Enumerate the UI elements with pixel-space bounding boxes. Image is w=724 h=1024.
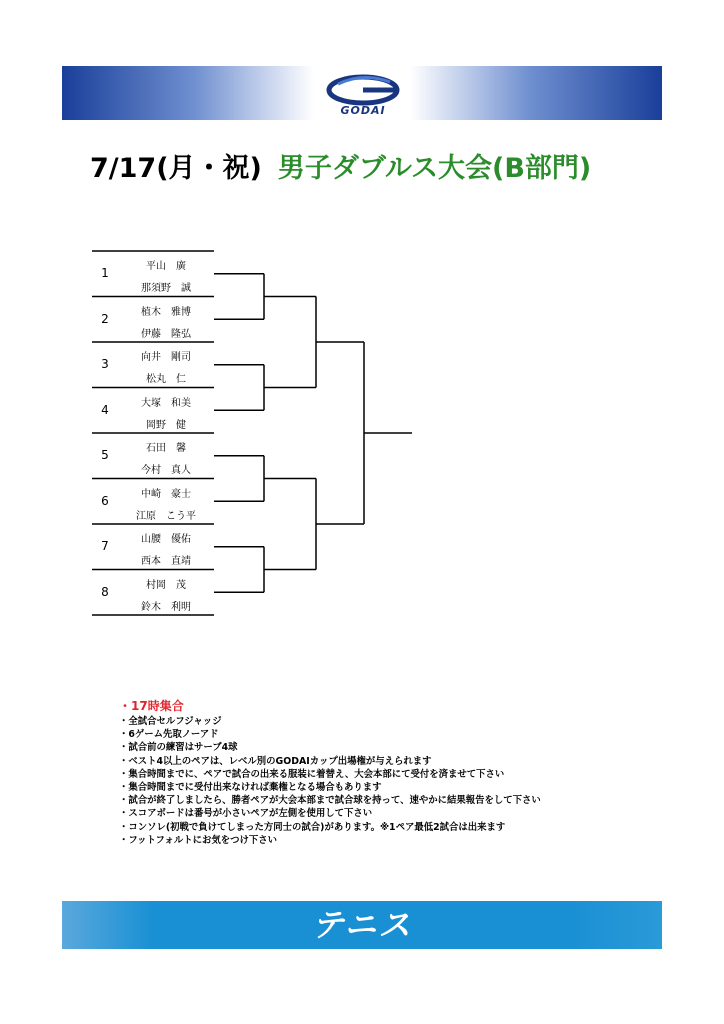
player-name: 向井 剛司 (141, 352, 191, 363)
pair-number: 5 (101, 448, 109, 462)
note-line: ・6ゲーム先取ノーアド (119, 729, 219, 741)
title-event: 男子ダブルス大会(B部門) (277, 153, 592, 184)
player-name: 村岡 茂 (146, 579, 186, 591)
note-line: ・集合時間までに、ペアで試合の出来る服装に着替え、大会本部にて受付を済ませて下さい (119, 768, 505, 780)
notes-section (119, 697, 541, 847)
pair-number: 1 (101, 266, 109, 280)
player-name: 松丸 仁 (146, 374, 186, 385)
pair-number: 3 (101, 357, 109, 371)
player-name: 伊藤 隆弘 (141, 328, 191, 340)
pair-number: 2 (101, 311, 109, 326)
player-name: 中崎 豪士 (141, 488, 191, 500)
player-name: 植木 雅博 (141, 306, 191, 318)
note-line: ・試合前の練習はサーブ4球 (119, 742, 238, 754)
note-line: ・コンソレ(初戦で負けてしまった方同士の試合)があります。※1ペア最低2試合は出来ます (119, 821, 506, 833)
footer-label: テニス (311, 906, 413, 944)
player-name: 鈴木 利明 (141, 601, 191, 613)
player-name: 大塚 和美 (141, 397, 191, 409)
note-line: ・全試合セルフジャッジ (119, 716, 222, 727)
pair-number: 6 (101, 493, 109, 508)
player-name: 西本 直靖 (141, 556, 191, 567)
player-name: 岡野 健 (146, 419, 186, 431)
player-name: 山腰 優佑 (141, 534, 191, 545)
note-line: ・ベスト4以上のペアは、レベル別のGODAIカップ出場権が与えられます (119, 755, 432, 767)
note-line: ・試合が終了しましたら、勝者ペアが大会本部まで試合球を持って、速やかに結果報告をして下さい (119, 795, 541, 807)
pair-number: 4 (101, 402, 109, 417)
notes-list (119, 715, 541, 847)
note-line: ・フットフォルトにお気をつけ下さい (119, 834, 277, 846)
title-date: 7/17(月・祝) (90, 153, 262, 184)
pair-number: 7 (101, 539, 109, 553)
note-line: ・スコアボードは番号が小さいペアが左側を使用して下さい (119, 808, 373, 820)
footer-banner (62, 901, 662, 949)
notes-heading: ・17時集合 (119, 699, 184, 713)
player-name: 平山 廣 (146, 261, 186, 272)
player-name: 江原 こう平 (136, 510, 196, 522)
player-name: 那須野 誠 (141, 283, 191, 294)
player-name: 石田 馨 (146, 443, 186, 454)
player-name: 今村 真人 (141, 465, 191, 476)
pair-number: 8 (101, 584, 109, 599)
note-line: ・集合時間までに受付出来なければ棄権となる場合もあります (119, 782, 382, 794)
logo-text: GODAI (340, 104, 386, 117)
